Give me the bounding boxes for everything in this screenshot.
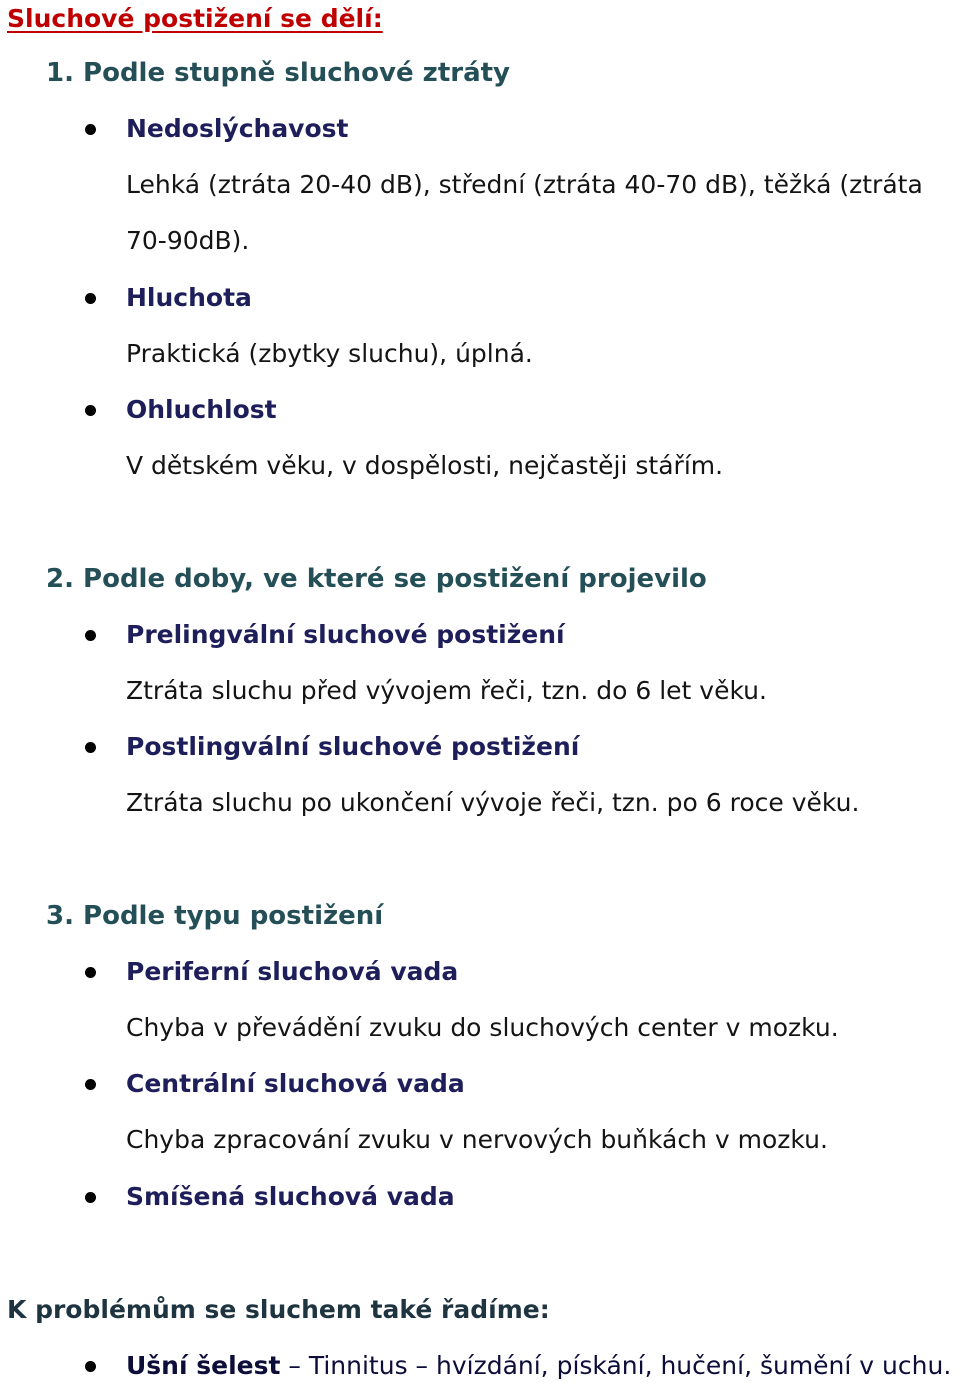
item-hluchota: Hluchota (126, 283, 252, 312)
item-prelingvalni-desc: Ztráta sluchu před vývojem řeči, tzn. do 6 let věku. (126, 676, 767, 705)
item-postlingvalni-desc: Ztráta sluchu po ukončení vývoje řeči, tzn. po 6 roce věku. (126, 788, 860, 817)
item-smisena: Smíšená sluchová vada (126, 1182, 455, 1211)
item-ohluchlost: Ohluchlost (126, 395, 277, 424)
item-centralni-desc: Chyba zpracování zvuku v nervových buňkách v mozku. (126, 1125, 828, 1154)
item-prelingvalni: Prelingvální sluchové postižení (126, 620, 565, 649)
section-2-heading: 2. Podle doby, ve které se postižení projevilo (46, 564, 707, 594)
page-title: Sluchové postižení se dělí: (7, 4, 383, 33)
section-1-heading: 1. Podle stupně sluchové ztráty (46, 58, 510, 88)
problems-item-desc: – Tinnitus – hvízdání, pískání, hučení, šumění v uchu. (280, 1351, 952, 1380)
bullet-icon (85, 967, 96, 978)
bullet-icon (85, 405, 96, 416)
item-postlingvalni: Postlingvální sluchové postižení (126, 732, 580, 761)
item-nedoslychavost-desc-2: 70-90dB). (126, 226, 250, 255)
bullet-icon (85, 293, 96, 304)
item-periferni-desc: Chyba v převádění zvuku do sluchových center v mozku. (126, 1013, 839, 1042)
problems-heading: K problémům se sluchem také řadíme: (7, 1295, 550, 1324)
problems-item (126, 1353, 951, 1378)
item-nedoslychavost-desc-1: Lehká (ztráta 20-40 dB), střední (ztráta 40-70 dB), těžká (ztráta (126, 170, 923, 199)
item-hluchota-desc: Praktická (zbytky sluchu), úplná. (126, 339, 533, 368)
bullet-icon (85, 1361, 96, 1372)
section-3-heading: 3. Podle typu postižení (46, 901, 384, 931)
item-centralni: Centrální sluchová vada (126, 1069, 465, 1098)
item-ohluchlost-desc: V dětském věku, v dospělosti, nejčastěji stářím. (126, 451, 724, 480)
item-nedoslychavost: Nedoslýchavost (126, 114, 349, 143)
bullet-icon (85, 1192, 96, 1203)
bullet-icon (85, 124, 96, 135)
problems-item-name: Ušní šelest (126, 1351, 281, 1380)
bullet-icon (85, 1079, 96, 1090)
bullet-icon (85, 630, 96, 641)
bullet-icon (85, 742, 96, 753)
item-periferni: Periferní sluchová vada (126, 957, 459, 986)
